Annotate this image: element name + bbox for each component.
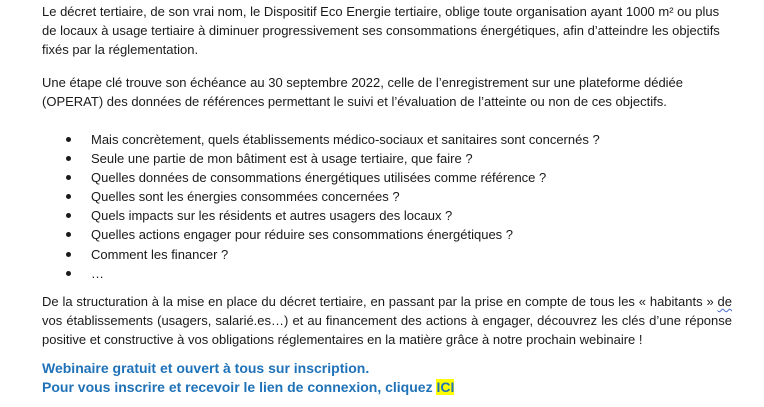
- webinar-paragraph: [42, 292, 732, 349]
- list-item-text: Quelles actions engager pour réduire ses consommations énergétiques ?: [91, 227, 514, 243]
- bullet-icon: [66, 175, 71, 180]
- cta-line-1: Webinaire gratuit et ouvert à tous sur inscription.: [42, 360, 370, 376]
- bullet-icon: [66, 156, 71, 161]
- list-item: [42, 168, 732, 187]
- list-item: [42, 206, 732, 225]
- intro-paragraph: Le décret tertiaire, de son vrai nom, le Dispositif Eco Energie tertiaire, oblige toute organisation ayant 1000 m² ou plus de locaux à usage tertiaire à diminuer progressivement ses consommations énergétiques, afin d’atteindre les objectifs fixés par la réglementation.: [42, 4, 720, 57]
- list-item-text: Seule une partie de mon bâtiment est à usage tertiaire, que faire ?: [91, 151, 473, 167]
- list-item: [42, 225, 732, 244]
- bullet-icon: [66, 213, 71, 218]
- bullet-icon: [66, 232, 71, 237]
- list-item-text: …: [91, 265, 104, 281]
- bullet-icon: [66, 194, 71, 199]
- list-item-text: Quelles données de consommations énergétiques utilisées comme référence ?: [91, 170, 547, 186]
- register-link[interactable]: ICI: [436, 379, 455, 395]
- list-item: [42, 245, 732, 264]
- spellcheck-flagged-word[interactable]: de: [717, 294, 732, 309]
- bullet-icon: [66, 252, 71, 257]
- list-item: [42, 149, 732, 168]
- webinar-paragraph-start: De la structuration à la mise en place du décret tertiaire, en passant par la prise en compte de tous les « habitants »: [42, 294, 718, 309]
- list-item-text: Quels impacts sur les résidents et autres usagers des locaux ?: [91, 208, 453, 224]
- list-item: [42, 130, 732, 149]
- deadline-paragraph: Une étape clé trouve son échéance au 30 septembre 2022, celle de l’enregistrement sur une plateforme dédiée (OPERAT) des données de références permettant le suivi et l’évaluation de l’atteinte ou non de ces objectifs.: [42, 75, 684, 109]
- webinar-cta: [42, 359, 732, 397]
- list-item: [42, 264, 732, 283]
- bullet-icon: [66, 271, 71, 276]
- cta-line-2-text: Pour vous inscrire et recevoir le lien de connexion, cliquez: [42, 379, 437, 395]
- list-item-text: Quelles sont les énergies consommées concernées ?: [91, 189, 400, 205]
- list-item-text: Mais concrètement, quels établissements médico-sociaux et sanitaires sont concernés ?: [91, 132, 600, 147]
- cta-line-2: [42, 378, 732, 397]
- webinar-paragraph-end: vos établissements (usagers, salarié.es…) et au financement des actions à engager, découvrez les clés d’une réponse positive et constructive à vos obligations réglementaires en la matière grâce à notre prochain webinaire !: [42, 313, 732, 347]
- list-item: [42, 187, 732, 206]
- list-item-text: Comment les financer ?: [91, 246, 229, 262]
- bullet-icon: [66, 137, 71, 142]
- question-list: [42, 130, 732, 283]
